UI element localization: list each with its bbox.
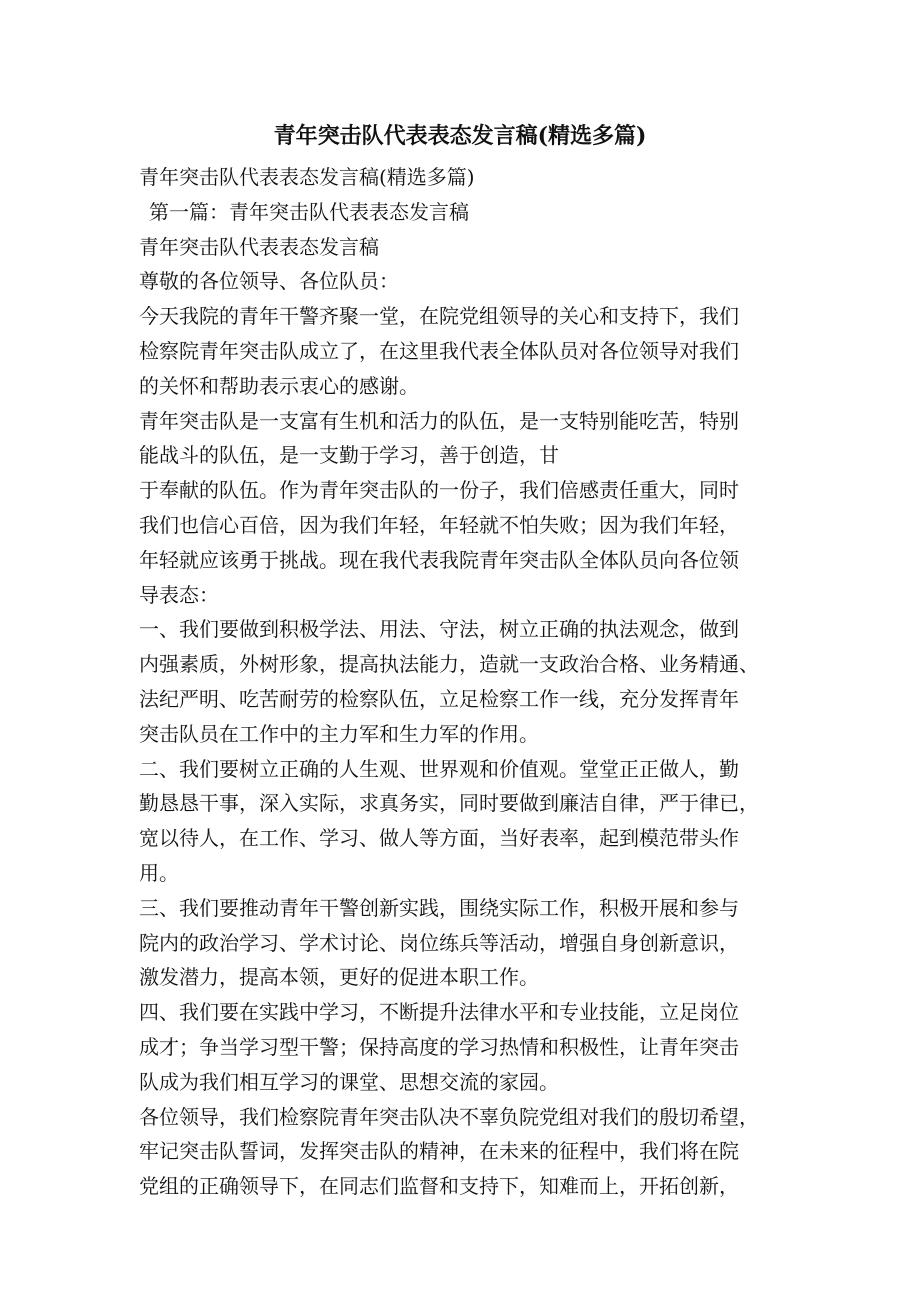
salutation: 尊敬的各位领导、各位队员：	[139, 269, 399, 294]
text-line: 年轻就应该勇于挑战。现在我代表我院青年突击队全体队员向各位领	[139, 547, 739, 572]
text-line: 队成为我们相互学习的课堂、思想交流的家园。	[139, 1069, 559, 1094]
text-line: 二、我们要树立正确的人生观、世界观和价值观。堂堂正正做人，勤	[139, 756, 739, 781]
text-line: 于奉献的队伍。作为青年突击队的一份子，我们倍感责任重大，同时	[139, 478, 739, 503]
section-heading: 第一篇：青年突击队代表表态发言稿	[149, 199, 469, 224]
document-body	[139, 160, 799, 1204]
text-line: 勤恳恳干事，深入实际，求真务实，同时要做到廉洁自律，严于律已，	[139, 791, 759, 816]
text-line: 党组的正确领导下，在同志们监督和支持下，知难而上，开拓创新，	[139, 1174, 739, 1199]
text-line: 检察院青年突击队成立了，在这里我代表全体队员对各位领导对我们	[139, 338, 739, 363]
text-line: 的关怀和帮助表示衷心的感谢。	[139, 373, 419, 398]
text-line: 成才；争当学习型干警；保持高度的学习热情和积极性，让青年突击	[139, 1034, 739, 1059]
text-line: 院内的政治学习、学术讨论、岗位练兵等活动，增强自身创新意识，	[139, 930, 739, 955]
text-line: 法纪严明、吃苦耐劳的检察队伍，立足检察工作一线，充分发挥青年	[139, 686, 739, 711]
document-title: 青年突击队代表表态发言稿(精选多篇)	[273, 123, 647, 149]
text-line: 牢记突击队誓词，发挥突击队的精神，在未来的征程中，我们将在院	[139, 1139, 739, 1164]
text-line: 激发潜力，提高本领，更好的促进本职工作。	[139, 965, 539, 990]
text-line: 三、我们要推动青年干警创新实践，围绕实际工作，积极开展和参与	[139, 895, 739, 920]
text-line: 宽以待人，在工作、学习、做人等方面，当好表率，起到模范带头作	[139, 826, 739, 851]
text-line: 突击队员在工作中的主力军和生力军的作用。	[139, 721, 539, 746]
text-line: 青年突击队代表表态发言稿	[139, 234, 379, 259]
text-line: 各位领导，我们检察院青年突击队决不辜负院党组对我们的殷切希望，	[139, 1104, 759, 1129]
text-line: 青年突击队代表表态发言稿(精选多篇)	[139, 165, 475, 189]
text-line: 内强素质，外树形象，提高执法能力，造就一支政治合格、业务精通、	[139, 652, 759, 677]
text-line: 用。	[139, 860, 179, 885]
text-line: 导表态：	[139, 582, 219, 607]
text-line: 青年突击队是一支富有生机和活力的队伍，是一支特别能吃苦，特别	[139, 408, 739, 433]
text-line: 能战斗的队伍，是一支勤于学习，善于创造，甘	[139, 443, 559, 468]
text-line: 我们也信心百倍，因为我们年轻，年轻就不怕失败；因为我们年轻，	[139, 512, 739, 537]
text-line: 四、我们要在实践中学习，不断提升法律水平和专业技能，立足岗位	[139, 1000, 739, 1025]
text-line: 今天我院的青年干警齐聚一堂，在院党组领导的关心和支持下，我们	[139, 304, 739, 329]
text-line: 一、我们要做到积极学法、用法、守法，树立正确的执法观念，做到	[139, 617, 739, 642]
